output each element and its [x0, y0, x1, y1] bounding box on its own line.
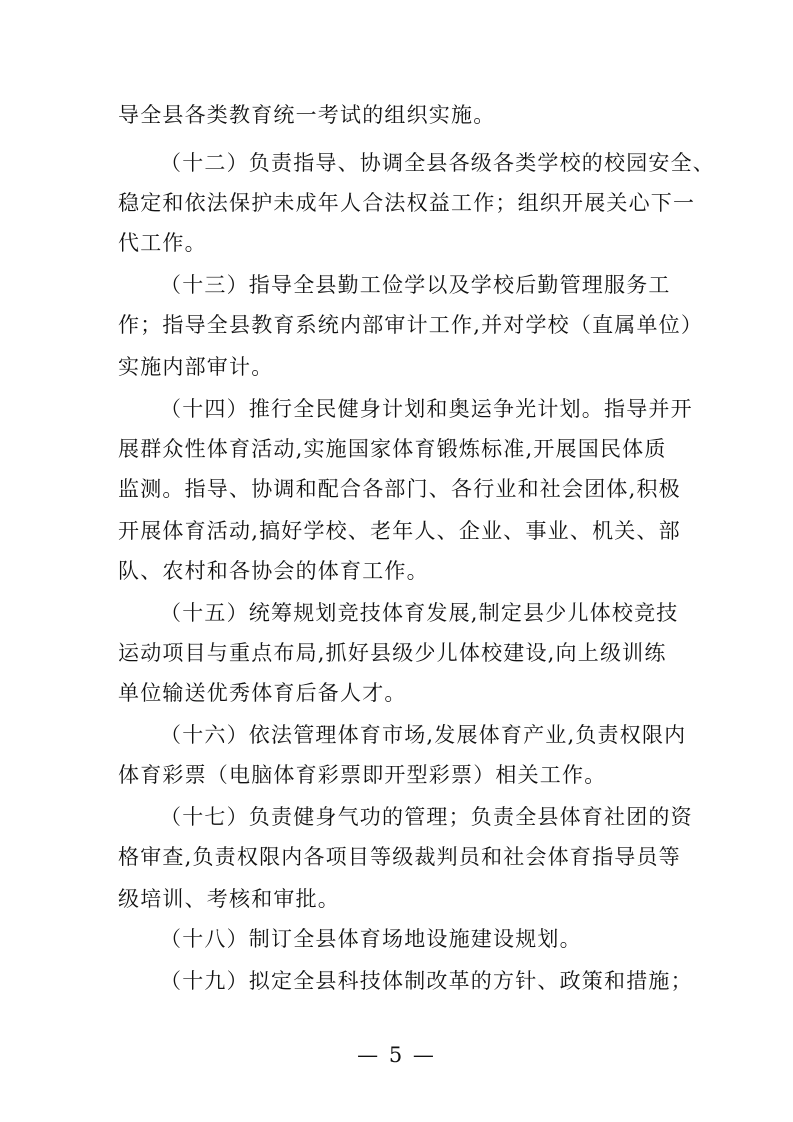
page-number: — 5 —: [357, 1043, 436, 1067]
text-line: 运动项目与重点布局,抓好县级少儿体校建设,向上级训练: [118, 641, 667, 665]
paragraph-17-start: （十七）负责健身气功的管理；负责全县体育社团的资: [160, 805, 693, 829]
text-line: 展群众性体育活动,实施国家体育锻炼标准,开展国民体质: [118, 437, 667, 461]
text-line: 队、农村和各协会的体育工作。: [118, 559, 429, 583]
text-line: 体育彩票（电脑体育彩票即开型彩票）相关工作。: [118, 763, 607, 787]
text-line: 格审查,负责权限内各项目等级裁判员和社会体育指导员等: [118, 845, 681, 869]
text-line: 稳定和依法保护未成年人合法权益工作；组织开展关心下一: [118, 191, 696, 215]
text-line: 单位输送优秀体育后备人才。: [118, 681, 407, 705]
paragraph-14-start: （十四）推行全民健身计划和奥运争光计划。指导并开: [160, 397, 693, 421]
paragraph-19-start: （十九）拟定全县科技体制改革的方针、政策和措施；: [160, 969, 693, 993]
text-line: 作；指导全县教育系统内部审计工作,并对学校（直属单位）: [118, 313, 704, 337]
text-line: 级培训、考核和审批。: [118, 887, 340, 911]
text-line: 监测。指导、协调和配合各部门、各行业和社会团体,积极: [118, 477, 681, 501]
paragraph-13-start: （十三）指导全县勤工俭学以及学校后勤管理服务工: [160, 273, 671, 297]
paragraph-12-start: （十二）负责指导、协调全县各级各类学校的校园安全、: [160, 151, 715, 175]
paragraph-18-start: （十八）制订全县体育场地设施建设规划。: [160, 927, 582, 951]
text-line: 开展体育活动,搞好学校、老年人、企业、事业、机关、部: [118, 519, 681, 543]
text-line: 代工作。: [118, 231, 207, 255]
paragraph-15-start: （十五）统筹规划竞技体育发展,制定县少儿体校竞技: [160, 601, 679, 625]
text-line: 实施内部审计。: [118, 355, 274, 379]
text-line: 导全县各类教育统一考试的组织实施。: [118, 103, 496, 127]
paragraph-16-start: （十六）依法管理体育市场,发展体育产业,负责权限内: [160, 723, 687, 747]
